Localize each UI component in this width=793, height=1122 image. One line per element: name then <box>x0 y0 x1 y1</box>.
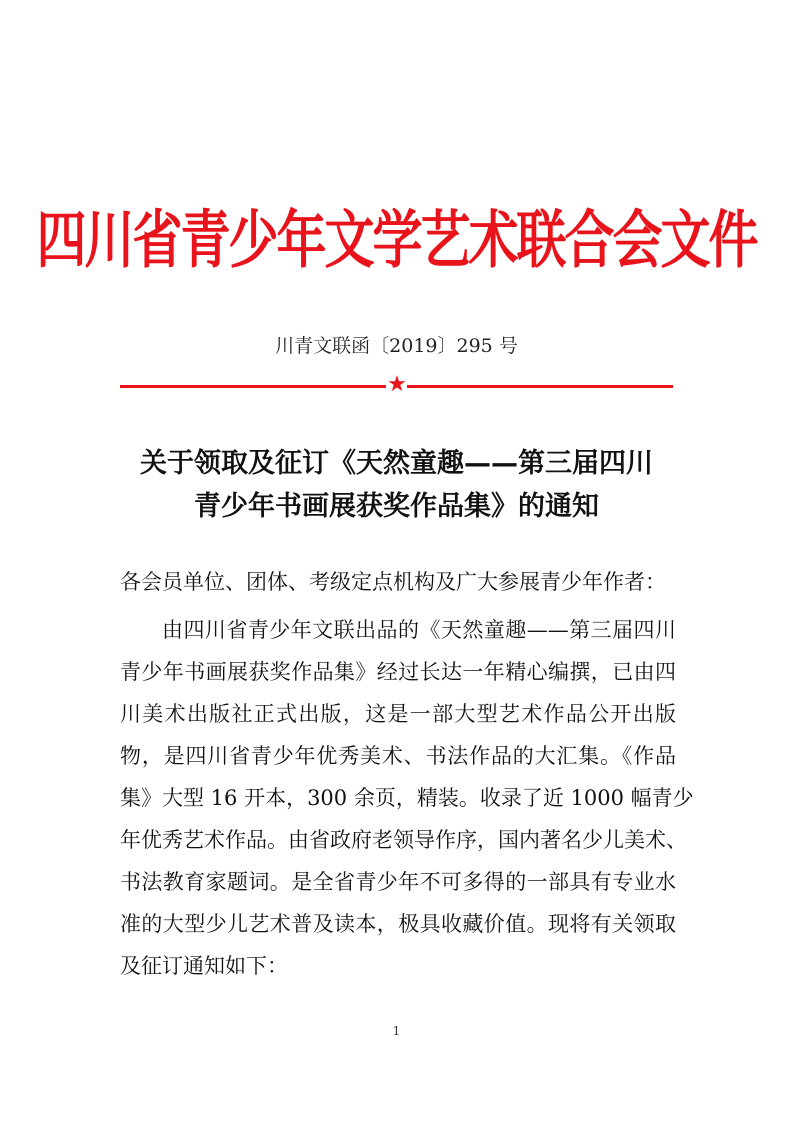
paragraph-line: 年优秀艺术作品。由省政府老领导作序，国内著名少儿美术、 <box>120 828 687 852</box>
paragraph-line: 由四川省青少年文联出品的《天然童趣——第三届四川 <box>162 618 676 642</box>
page-number: 1 <box>392 1024 401 1038</box>
paragraph-line: 书法教育家题词。是全省青少年不可多得的一部具有专业水 <box>120 870 676 894</box>
star-icon: ★ <box>387 372 407 397</box>
salutation: 各会员单位、团体、考级定点机构及广大参展青少年作者： <box>120 570 666 594</box>
red-divider-left <box>120 385 386 388</box>
paragraph-line: 准的大型少儿艺术普及读本，极具收藏价值。现将有关领取 <box>120 912 676 936</box>
red-divider-right <box>407 385 673 388</box>
notice-title-line-1: 关于领取及征订《天然童趣——第三届四川 <box>140 448 653 479</box>
paragraph-line: 及征订通知如下： <box>120 954 288 978</box>
paragraph-line: 物，是四川省青少年优秀美术、书法作品的大汇集。《作品 <box>120 744 676 768</box>
notice-title-line-2: 青少年书画展获奖作品集》的通知 <box>194 491 599 522</box>
issuer-masthead: 四川省青少年文学艺术联合会文件 <box>36 203 757 277</box>
paragraph-line: 川美术出版社正式出版，这是一部大型艺术作品公开出版 <box>120 702 676 726</box>
document-number: 川青文联函〔2019〕295 号 <box>275 335 518 357</box>
paragraph-line: 青少年书画展获奖作品集》经过长达一年精心编撰，已由四 <box>120 660 676 684</box>
paragraph-line: 集》大型 16 开本，300 余页，精装。收录了近 1000 幅青少 <box>120 786 694 810</box>
